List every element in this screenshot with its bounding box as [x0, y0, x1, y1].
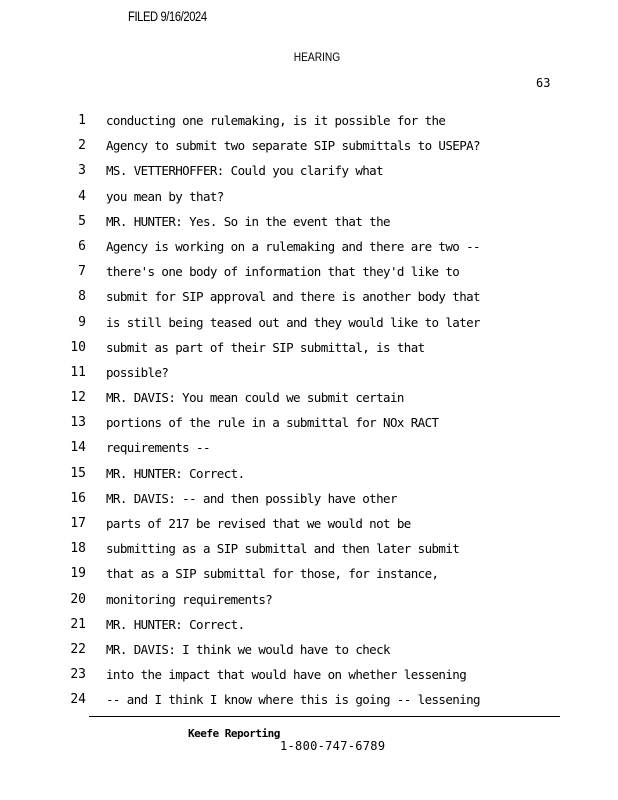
line-number: 18	[70, 541, 86, 557]
transcript-line	[0, 439, 618, 464]
line-text: MS. VETTERHOFFER: Could you clarify what	[106, 163, 384, 179]
line-number: 13	[70, 415, 86, 431]
line-text: MR. DAVIS: -- and then possibly have other	[106, 490, 397, 506]
transcript-line	[0, 565, 618, 590]
transcript-line	[0, 465, 618, 490]
line-number: 20	[70, 591, 86, 607]
line-text: conducting one rulemaking, is it possible for the	[106, 113, 446, 128]
transcript-line	[0, 641, 618, 666]
line-number: 22	[70, 641, 86, 657]
line-text: monitoring requirements?	[106, 591, 273, 607]
transcript-line	[0, 666, 618, 691]
transcript-line	[0, 188, 618, 213]
transcript-line	[0, 112, 618, 137]
line-number: 6	[78, 238, 86, 254]
line-text: -- and I think I know where this is going -- lessening	[106, 692, 480, 708]
line-number: 17	[70, 516, 86, 531]
transcript-line	[0, 540, 618, 565]
transcript-line	[0, 137, 618, 162]
transcript-line	[0, 213, 618, 238]
line-number: 7	[78, 264, 86, 280]
transcript-line	[0, 691, 618, 716]
transcript-line	[0, 515, 618, 540]
line-text: you mean by that?	[106, 188, 224, 204]
line-text: MR. HUNTER: Correct.	[106, 465, 245, 481]
line-number: 14	[70, 440, 86, 456]
transcript-line	[0, 414, 618, 439]
transcript-line	[0, 288, 618, 313]
transcript-line	[0, 364, 618, 389]
line-text: submit as part of their SIP submittal, is that	[106, 339, 425, 355]
line-text: MR. DAVIS: You mean could we submit certain	[106, 390, 404, 406]
line-number: 19	[70, 566, 86, 582]
line-number: 16	[70, 490, 86, 506]
line-number: 1	[78, 113, 86, 128]
line-text: Agency to submit two separate SIP submittals to USEPA?	[106, 138, 480, 154]
transcript-line	[0, 339, 618, 364]
line-number: 21	[70, 616, 86, 632]
reporter-phone: 1-800-747-6789	[280, 739, 386, 753]
line-text: portions of the rule in a submittal for NOx RACT	[106, 415, 439, 431]
line-number: 12	[70, 390, 86, 406]
transcript-line	[0, 490, 618, 515]
line-text: MR. HUNTER: Yes. So in the event that the	[106, 213, 390, 229]
footer-divider	[89, 716, 560, 717]
line-number: 23	[70, 667, 86, 683]
line-text: MR. DAVIS: I think we would have to check	[106, 641, 390, 657]
transcript-line	[0, 389, 618, 414]
transcript-line	[0, 616, 618, 641]
transcript-line	[0, 591, 618, 616]
line-text: parts of 217 be revised that we would not be	[106, 516, 411, 531]
line-text: MR. HUNTER: Correct.	[106, 616, 245, 632]
line-number: 4	[78, 188, 86, 204]
line-number: 9	[78, 314, 86, 330]
line-text: is still being teased out and they would like to later	[106, 314, 480, 330]
line-number: 8	[78, 289, 86, 305]
line-number: 15	[70, 465, 86, 481]
transcript-line	[0, 162, 618, 187]
line-text: there's one body of information that they'd like to	[106, 264, 460, 280]
transcript-line	[0, 263, 618, 288]
line-number: 10	[70, 339, 86, 355]
line-number: 3	[78, 163, 86, 179]
line-text: submitting as a SIP submittal and then later submit	[106, 541, 460, 557]
section-heading: HEARING	[293, 50, 341, 64]
line-number: 5	[78, 213, 86, 229]
line-text: possible?	[106, 364, 169, 380]
line-text: into the impact that would have on whether lessening	[106, 667, 467, 683]
line-number: 11	[70, 364, 86, 380]
transcript-line	[0, 238, 618, 263]
filing-stamp: FILED 9/16/2024	[128, 8, 207, 24]
line-number: 24	[70, 692, 86, 708]
line-text: requirements --	[106, 440, 210, 456]
page-number: 63	[536, 76, 551, 90]
line-text: submit for SIP approval and there is another body that	[106, 289, 480, 305]
reporter-company: Keefe Reporting	[188, 727, 280, 740]
transcript-body	[0, 112, 618, 717]
line-text: that as a SIP submittal for those, for instance,	[106, 566, 439, 582]
transcript-line	[0, 314, 618, 339]
line-number: 2	[78, 138, 86, 154]
line-text: Agency is working on a rulemaking and there are two --	[106, 238, 480, 254]
